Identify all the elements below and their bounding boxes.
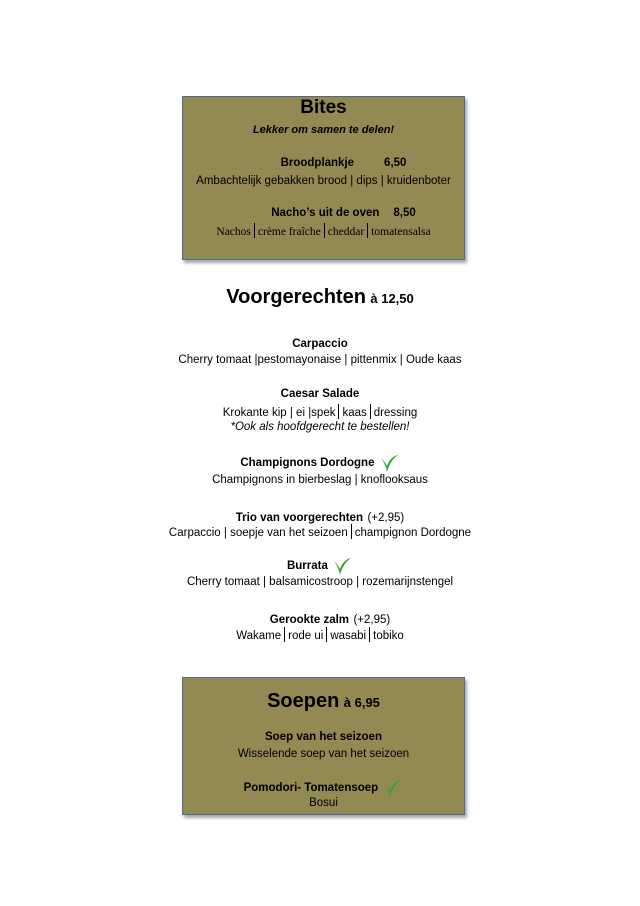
divider xyxy=(324,223,325,238)
divider xyxy=(326,627,327,642)
soepen-heading xyxy=(183,690,464,713)
divider xyxy=(369,627,370,642)
desc-part: tobiko xyxy=(373,630,404,642)
menu-item-gerookte-zalm xyxy=(0,610,640,628)
menu-item-pomodori-tomatensoep xyxy=(183,777,464,799)
item-name: Broodplankje xyxy=(280,157,355,169)
item-description: Cherry tomaat | balsamicostroop | rozemarijnstengel xyxy=(186,576,454,588)
divider xyxy=(370,404,371,419)
divider xyxy=(351,524,352,539)
bites-subtitle: Lekker om samen te delen! xyxy=(252,124,395,136)
item-extra-price: (+2,95) xyxy=(353,614,391,626)
section-price: à 12,50 xyxy=(370,291,414,306)
bites-section xyxy=(182,96,465,260)
desc-part: crème fraîche xyxy=(257,226,321,238)
item-description xyxy=(0,524,640,539)
menu-item-champignons-dordogne xyxy=(0,452,640,474)
item-price: 6,50 xyxy=(384,157,407,169)
desc-part: rode ui xyxy=(288,630,324,642)
divider xyxy=(284,627,285,642)
section-title: Voorgerechten xyxy=(226,286,366,308)
soepen-section xyxy=(182,677,465,815)
item-description: Ambachtelijk gebakken brood | dips | kruidenboter xyxy=(196,175,451,187)
desc-part: dressing xyxy=(373,407,418,419)
item-name: Champignons Dordogne xyxy=(240,457,375,470)
item-name: Nacho’s uit de oven xyxy=(271,207,380,219)
item-extra-price: (+2,95) xyxy=(367,512,405,524)
divider xyxy=(367,223,368,238)
item-price: 8,50 xyxy=(393,207,416,219)
item-name: Pomodori- Tomatensoep xyxy=(243,782,379,795)
menu-item-carpaccio: Carpaccio xyxy=(292,338,348,350)
item-description: Cherry tomaat |pestomayonaise | pittenmix | Oude kaas xyxy=(178,354,462,366)
desc-part: Carpaccio | soepje van het seizoen xyxy=(168,527,348,539)
item-description xyxy=(0,627,640,642)
desc-part: Krokante kip | ei |spek xyxy=(222,407,336,419)
section-title: Soepen xyxy=(267,690,340,712)
leaf-icon xyxy=(378,452,400,474)
item-name: Burrata xyxy=(286,560,328,573)
desc-part: wasabi xyxy=(330,630,367,642)
section-price: à 6,95 xyxy=(343,695,380,710)
desc-part: kaas xyxy=(342,407,367,419)
desc-part: champignon Dordogne xyxy=(354,527,472,539)
item-description: Champignons in bierbeslag | knoflooksaus xyxy=(212,474,428,486)
desc-part: cheddar xyxy=(327,226,365,238)
item-description xyxy=(183,223,464,238)
item-description: Wisselende soep van het seizoen xyxy=(237,748,410,760)
menu-item-nachos xyxy=(183,207,464,219)
divider xyxy=(338,404,339,419)
menu-item-broodplankje xyxy=(183,157,464,169)
bites-title: Bites xyxy=(300,97,347,118)
desc-part: Wakame xyxy=(236,630,282,642)
menu-item-caesar-salade: Caesar Salade xyxy=(280,388,360,400)
leaf-icon xyxy=(331,555,353,577)
divider xyxy=(254,223,255,238)
item-description xyxy=(0,404,640,419)
item-description: Bosui xyxy=(309,797,338,809)
leaf-icon xyxy=(381,777,403,799)
item-note: *Ook als hoofdgerecht te bestellen! xyxy=(230,421,410,433)
voorgerechten-heading xyxy=(0,286,640,309)
menu-item-burrata xyxy=(0,555,640,577)
desc-part: Nachos xyxy=(216,226,251,238)
item-name: Trio van voorgerechten xyxy=(235,512,363,524)
desc-part: tomatensalsa xyxy=(371,226,431,238)
item-name: Gerookte zalm xyxy=(269,614,350,626)
menu-item-soep-van-het-seizoen: Soep van het seizoen xyxy=(265,731,382,743)
